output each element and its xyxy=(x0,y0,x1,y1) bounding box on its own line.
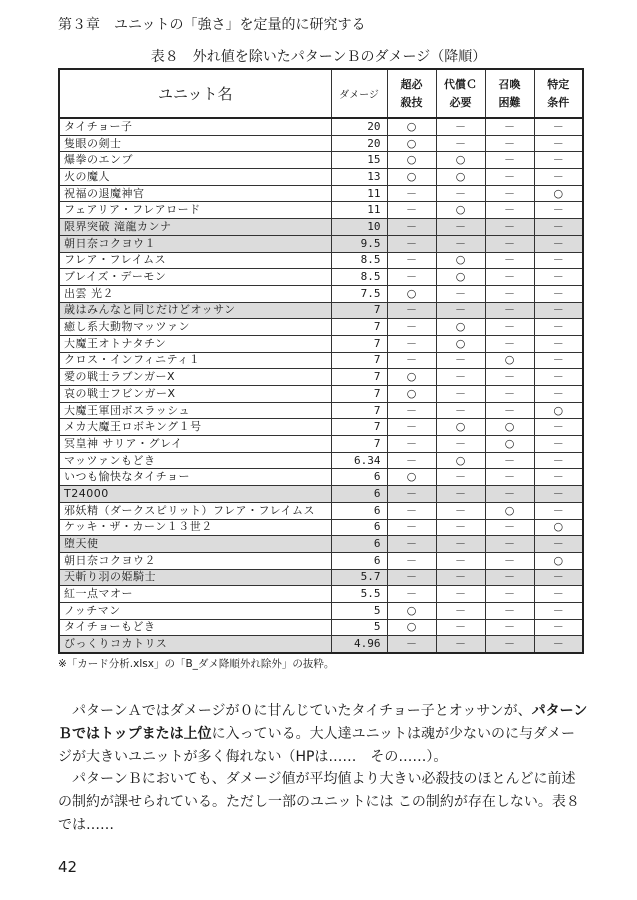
table-row xyxy=(59,419,583,436)
unit-name-cell: タイチョーもどき xyxy=(59,619,331,636)
specific-condition-cell: － xyxy=(534,118,583,135)
special-move-cell: － xyxy=(387,402,436,419)
damage-cell: 7 xyxy=(331,436,387,453)
summon-difficulty-cell: － xyxy=(485,552,534,569)
special-move-cell: － xyxy=(387,436,436,453)
cost-required-cell: ○ xyxy=(436,319,485,336)
damage-cell: 5.7 xyxy=(331,569,387,586)
special-move-cell: ○ xyxy=(387,118,436,135)
cost-required-cell: ○ xyxy=(436,152,485,169)
damage-cell: 6 xyxy=(331,502,387,519)
header-line: 召喚 xyxy=(498,77,521,91)
specific-condition-cell: － xyxy=(534,452,583,469)
unit-name-cell: 隻眼の剣士 xyxy=(59,135,331,152)
special-move-cell: － xyxy=(387,536,436,553)
cost-required-cell: － xyxy=(436,469,485,486)
cost-required-cell: － xyxy=(436,486,485,503)
cost-required-cell: － xyxy=(436,135,485,152)
cost-required-cell: － xyxy=(436,185,485,202)
summon-difficulty-cell: － xyxy=(485,335,534,352)
specific-condition-cell: － xyxy=(534,335,583,352)
special-move-cell: ○ xyxy=(387,169,436,186)
table-row xyxy=(59,235,583,252)
table-row xyxy=(59,602,583,619)
unit-name-cell: T24000 xyxy=(59,486,331,503)
summon-difficulty-cell: － xyxy=(485,469,534,486)
damage-cell: 6 xyxy=(331,552,387,569)
body-paragraph-2: パターンＢにおいても、ダメージ値が平均値より大きい必殺技のほとんどに前述の制約が課せられている。ただし一部のユニットには この制約が存在しない。表８では…… xyxy=(58,771,580,833)
unit-name-cell: 限界突破 滝龍カンナ xyxy=(59,219,331,236)
summon-difficulty-cell: － xyxy=(485,602,534,619)
unit-name-cell: 邪妖精（ダークスピリット）フレア・フレイムス xyxy=(59,502,331,519)
cost-required-cell: － xyxy=(436,219,485,236)
specific-condition-cell: － xyxy=(534,436,583,453)
unit-name-cell: メカ大魔王ロボキング１号 xyxy=(59,419,331,436)
summon-difficulty-cell: － xyxy=(485,219,534,236)
table-row xyxy=(59,486,583,503)
damage-cell: 6 xyxy=(331,486,387,503)
summon-difficulty-cell: － xyxy=(485,118,534,135)
table-header-row xyxy=(59,69,583,118)
damage-cell: 6 xyxy=(331,536,387,553)
unit-name-cell: 愛の戦士ラブンガーX xyxy=(59,369,331,386)
unit-name-cell: 朝日奈コクヨウ２ xyxy=(59,552,331,569)
header-line: 必要 xyxy=(449,95,472,109)
unit-name-cell: フェアリア・フレアロード xyxy=(59,202,331,219)
table-row xyxy=(59,636,583,653)
summon-difficulty-cell: － xyxy=(485,135,534,152)
summon-difficulty-cell: － xyxy=(485,185,534,202)
table-row xyxy=(59,169,583,186)
summon-difficulty-cell: － xyxy=(485,152,534,169)
cost-required-cell: － xyxy=(436,369,485,386)
special-move-cell: － xyxy=(387,235,436,252)
unit-name-cell: 大魔王オトナタチン xyxy=(59,335,331,352)
table-row xyxy=(59,552,583,569)
header-line: 殺技 xyxy=(400,95,423,109)
cost-required-cell: － xyxy=(436,569,485,586)
unit-name-cell: びっくりコカトリス xyxy=(59,636,331,653)
specific-condition-cell: － xyxy=(534,569,583,586)
column-header-cost-required xyxy=(436,69,485,118)
damage-cell: 6 xyxy=(331,469,387,486)
cost-required-cell: ○ xyxy=(436,452,485,469)
special-move-cell: ○ xyxy=(387,619,436,636)
cost-required-cell: － xyxy=(436,436,485,453)
damage-cell: 5 xyxy=(331,619,387,636)
specific-condition-cell: － xyxy=(534,536,583,553)
cost-required-cell: － xyxy=(436,386,485,403)
damage-cell: 7 xyxy=(331,386,387,403)
cost-required-cell: － xyxy=(436,502,485,519)
summon-difficulty-cell: － xyxy=(485,285,534,302)
summon-difficulty-cell: － xyxy=(485,386,534,403)
unit-name-cell: 火の魔人 xyxy=(59,169,331,186)
damage-cell: 9.5 xyxy=(331,235,387,252)
cost-required-cell: － xyxy=(436,302,485,319)
table-row xyxy=(59,569,583,586)
damage-cell: 7 xyxy=(331,352,387,369)
page-number: 42 xyxy=(58,858,78,876)
special-move-cell: ○ xyxy=(387,152,436,169)
damage-cell: 5 xyxy=(331,602,387,619)
header-line: 特定 xyxy=(547,77,570,91)
table-row xyxy=(59,452,583,469)
damage-cell: 5.5 xyxy=(331,586,387,603)
special-move-cell: ○ xyxy=(387,386,436,403)
cost-required-cell: － xyxy=(436,519,485,536)
table-row xyxy=(59,335,583,352)
cost-required-cell: － xyxy=(436,402,485,419)
cost-required-cell: － xyxy=(436,619,485,636)
summon-difficulty-cell: － xyxy=(485,636,534,653)
table-row xyxy=(59,302,583,319)
table-row xyxy=(59,369,583,386)
specific-condition-cell: － xyxy=(534,469,583,486)
summon-difficulty-cell: ○ xyxy=(485,352,534,369)
table-row xyxy=(59,252,583,269)
special-move-cell: － xyxy=(387,202,436,219)
body-paragraph-1 xyxy=(58,700,588,769)
unit-name-cell: フレア・フレイムス xyxy=(59,252,331,269)
specific-condition-cell: － xyxy=(534,486,583,503)
table-row xyxy=(59,469,583,486)
cost-required-cell: ○ xyxy=(436,335,485,352)
cost-required-cell: ○ xyxy=(436,252,485,269)
cost-required-cell: － xyxy=(436,602,485,619)
table-row xyxy=(59,185,583,202)
damage-cell: 7 xyxy=(331,319,387,336)
specific-condition-cell: － xyxy=(534,636,583,653)
unit-name-cell: 冥皇神 サリア・グレイ xyxy=(59,436,331,453)
table-row xyxy=(59,519,583,536)
unit-name-cell: ノッチマン xyxy=(59,602,331,619)
damage-cell: 7 xyxy=(331,402,387,419)
specific-condition-cell: － xyxy=(534,152,583,169)
header-line: 代償Ｃ xyxy=(444,77,477,91)
specific-condition-cell: － xyxy=(534,269,583,286)
damage-cell: 13 xyxy=(331,169,387,186)
specific-condition-cell: － xyxy=(534,369,583,386)
specific-condition-cell: － xyxy=(534,252,583,269)
cost-required-cell: ○ xyxy=(436,419,485,436)
unit-name-cell: いつも愉快なタイチョー xyxy=(59,469,331,486)
column-header-unit-name: ユニット名 xyxy=(59,69,331,118)
special-move-cell: ○ xyxy=(387,369,436,386)
summon-difficulty-cell: ○ xyxy=(485,502,534,519)
table-row xyxy=(59,386,583,403)
table-row xyxy=(59,586,583,603)
specific-condition-cell: － xyxy=(534,285,583,302)
cost-required-cell: － xyxy=(436,235,485,252)
unit-name-cell: 大魔王軍団ボスラッシュ xyxy=(59,402,331,419)
column-header-special-move xyxy=(387,69,436,118)
special-move-cell: － xyxy=(387,419,436,436)
table-row xyxy=(59,619,583,636)
table-row xyxy=(59,219,583,236)
table-row xyxy=(59,118,583,135)
damage-cell: 7.5 xyxy=(331,285,387,302)
table-row xyxy=(59,436,583,453)
special-move-cell: － xyxy=(387,452,436,469)
damage-table xyxy=(58,68,584,654)
damage-cell: 15 xyxy=(331,152,387,169)
special-move-cell: － xyxy=(387,352,436,369)
damage-cell: 7 xyxy=(331,419,387,436)
summon-difficulty-cell: － xyxy=(485,319,534,336)
summon-difficulty-cell: － xyxy=(485,586,534,603)
special-move-cell: － xyxy=(387,252,436,269)
header-line: 困難 xyxy=(498,95,521,109)
specific-condition-cell: － xyxy=(534,135,583,152)
special-move-cell: － xyxy=(387,486,436,503)
specific-condition-cell: － xyxy=(534,602,583,619)
summon-difficulty-cell: ○ xyxy=(485,436,534,453)
summon-difficulty-cell: － xyxy=(485,452,534,469)
specific-condition-cell: ○ xyxy=(534,519,583,536)
unit-name-cell: ブレイズ・デーモン xyxy=(59,269,331,286)
special-move-cell: － xyxy=(387,552,436,569)
specific-condition-cell: － xyxy=(534,502,583,519)
damage-cell: 11 xyxy=(331,185,387,202)
cost-required-cell: － xyxy=(436,636,485,653)
special-move-cell: － xyxy=(387,219,436,236)
specific-condition-cell: － xyxy=(534,302,583,319)
summon-difficulty-cell: － xyxy=(485,269,534,286)
table-note: ※「カード分析.xlsx」の「B_ダメ降順外れ除外」の抜粋。 xyxy=(58,658,335,670)
table-row xyxy=(59,202,583,219)
special-move-cell: － xyxy=(387,302,436,319)
chapter-header: 第３章 ユニットの「強さ」を定量的に研究する xyxy=(58,17,366,33)
special-move-cell: － xyxy=(387,185,436,202)
unit-name-cell: 歳はみんなと同じだけどオッサン xyxy=(59,302,331,319)
damage-cell: 4.96 xyxy=(331,636,387,653)
cost-required-cell: － xyxy=(436,352,485,369)
unit-name-cell: 癒し系大動物マッツァン xyxy=(59,319,331,336)
table-row xyxy=(59,319,583,336)
table-row xyxy=(59,135,583,152)
table-row xyxy=(59,536,583,553)
specific-condition-cell: － xyxy=(534,619,583,636)
summon-difficulty-cell: － xyxy=(485,369,534,386)
damage-cell: 7 xyxy=(331,335,387,352)
specific-condition-cell: － xyxy=(534,202,583,219)
damage-cell: 7 xyxy=(331,302,387,319)
unit-name-cell: タイチョー子 xyxy=(59,118,331,135)
special-move-cell: ○ xyxy=(387,602,436,619)
paragraph-text: パターンＡではダメージが０に甘んじていたタイチョー子とオッサンが、 xyxy=(72,703,532,719)
summon-difficulty-cell: － xyxy=(485,536,534,553)
cost-required-cell: ○ xyxy=(436,269,485,286)
specific-condition-cell: ○ xyxy=(534,402,583,419)
damage-cell: 8.5 xyxy=(331,252,387,269)
summon-difficulty-cell: － xyxy=(485,169,534,186)
specific-condition-cell: － xyxy=(534,319,583,336)
unit-name-cell: ケッキ・ザ・カーン１３世２ xyxy=(59,519,331,536)
summon-difficulty-cell: － xyxy=(485,569,534,586)
specific-condition-cell: － xyxy=(534,235,583,252)
cost-required-cell: － xyxy=(436,536,485,553)
summon-difficulty-cell: － xyxy=(485,519,534,536)
table-row xyxy=(59,285,583,302)
unit-name-cell: 紅一点マオー xyxy=(59,586,331,603)
special-move-cell: － xyxy=(387,569,436,586)
unit-name-cell: マッツァンもどき xyxy=(59,452,331,469)
table-body xyxy=(59,118,583,653)
unit-name-cell: 堕天使 xyxy=(59,536,331,553)
cost-required-cell: ○ xyxy=(436,202,485,219)
specific-condition-cell: － xyxy=(534,386,583,403)
summon-difficulty-cell: － xyxy=(485,402,534,419)
special-move-cell: － xyxy=(387,269,436,286)
damage-cell: 10 xyxy=(331,219,387,236)
paragraph-text: に入っている。大人達ユニットは魂が少ないのに与ダメージが大きいユニットが多く侮れない（HPは…… その……）。 xyxy=(58,726,576,765)
summon-difficulty-cell: － xyxy=(485,619,534,636)
special-move-cell: － xyxy=(387,502,436,519)
damage-cell: 7 xyxy=(331,369,387,386)
unit-name-cell: クロス・インフィニティ１ xyxy=(59,352,331,369)
specific-condition-cell: － xyxy=(534,352,583,369)
table-caption: 表８ 外れ値を除いたパターンＢのダメージ（降順） xyxy=(150,49,487,65)
cost-required-cell: － xyxy=(436,285,485,302)
unit-name-cell: 朝日奈コクヨウ１ xyxy=(59,235,331,252)
summon-difficulty-cell: － xyxy=(485,235,534,252)
special-move-cell: ○ xyxy=(387,469,436,486)
specific-condition-cell: － xyxy=(534,419,583,436)
damage-cell: 6 xyxy=(331,519,387,536)
damage-cell: 20 xyxy=(331,118,387,135)
specific-condition-cell: ○ xyxy=(534,185,583,202)
special-move-cell: ○ xyxy=(387,285,436,302)
column-header-summon-difficulty xyxy=(485,69,534,118)
summon-difficulty-cell: － xyxy=(485,202,534,219)
cost-required-cell: ○ xyxy=(436,169,485,186)
header-line: 超必 xyxy=(400,77,423,91)
special-move-cell: － xyxy=(387,586,436,603)
special-move-cell: － xyxy=(387,519,436,536)
special-move-cell: － xyxy=(387,319,436,336)
unit-name-cell: 爆拳のエンブ xyxy=(59,152,331,169)
specific-condition-cell: － xyxy=(534,219,583,236)
special-move-cell: － xyxy=(387,636,436,653)
summon-difficulty-cell: ○ xyxy=(485,419,534,436)
special-move-cell: ○ xyxy=(387,135,436,152)
column-header-specific-condition xyxy=(534,69,583,118)
paragraph-emphasis: パターンＢではトップまたは上位 xyxy=(58,703,588,742)
cost-required-cell: － xyxy=(436,586,485,603)
unit-name-cell: 哀の戦士フビンガーX xyxy=(59,386,331,403)
cost-required-cell: － xyxy=(436,552,485,569)
unit-name-cell: 出雲 光２ xyxy=(59,285,331,302)
cost-required-cell: － xyxy=(436,118,485,135)
unit-name-cell: 祝福の退魔神官 xyxy=(59,185,331,202)
specific-condition-cell: － xyxy=(534,586,583,603)
table-row xyxy=(59,152,583,169)
summon-difficulty-cell: － xyxy=(485,302,534,319)
specific-condition-cell: － xyxy=(534,169,583,186)
table-row xyxy=(59,352,583,369)
summon-difficulty-cell: － xyxy=(485,252,534,269)
summon-difficulty-cell: － xyxy=(485,486,534,503)
damage-cell: 20 xyxy=(331,135,387,152)
unit-name-cell: 天斬り羽の姫騎士 xyxy=(59,569,331,586)
damage-cell: 8.5 xyxy=(331,269,387,286)
damage-cell: 11 xyxy=(331,202,387,219)
specific-condition-cell: ○ xyxy=(534,552,583,569)
table-row xyxy=(59,269,583,286)
column-header-damage: ダメージ xyxy=(331,69,387,118)
special-move-cell: － xyxy=(387,335,436,352)
damage-cell: 6.34 xyxy=(331,452,387,469)
header-line: 条件 xyxy=(547,95,570,109)
table-row xyxy=(59,502,583,519)
table-row xyxy=(59,402,583,419)
